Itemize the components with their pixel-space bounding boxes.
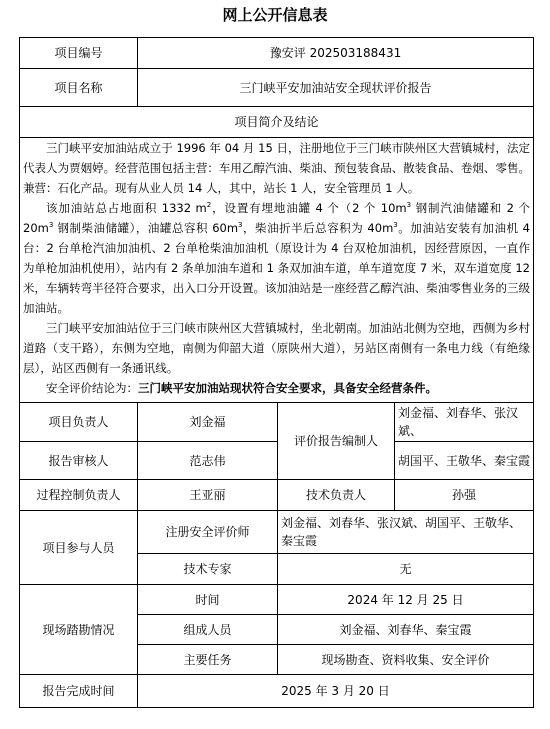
value-registered-assessors: 刘金福、刘春华、张汉斌、胡国平、王敬华、秦宝霞 [278, 511, 534, 554]
summary-paragraph-1: 三门峡平安加油站成立于 1996 年 04 月 15 日，注册地位于三门峡市陕州区大营镇城村，法定代表人为贾姻婷。经营范围包括主营：车用乙醇汽油、柴油、预包装食品、散装食品、卷烟、零售。兼营：石化产品。现有从业人员 14 人，其中，站长 1 人，安全管理员 1 人。 [23, 141, 530, 195]
conclusion-text: 三门峡平安加油站现状符合安全要求，具备安全经营条件。 [138, 381, 437, 395]
value-reviewer: 范志伟 [138, 442, 278, 480]
row-summary-header [20, 107, 534, 138]
label-compilers: 评价报告编制人 [278, 403, 395, 480]
label-reviewer: 报告审核人 [20, 442, 138, 480]
value-tech-lead: 孙强 [395, 480, 534, 511]
summary-conclusion: 安全评价结论为：三门峡平安加油站现状符合安全要求，具备安全经营条件。 [46, 381, 437, 395]
info-table [19, 37, 534, 708]
label-survey-time: 时间 [138, 585, 278, 615]
value-leader: 刘金福 [138, 403, 278, 442]
value-compilers-line1: 刘金福、刘春华、张汉斌、 [395, 403, 534, 442]
row-project-number [20, 38, 534, 69]
summary-text [20, 138, 534, 403]
label-technical-expert: 技术专家 [138, 554, 278, 585]
summary-header: 项目简介及结论 [20, 107, 534, 138]
value-project-number: 豫安评 202503188431 [138, 38, 534, 69]
value-survey-time: 2024 年 12 月 25 日 [278, 585, 534, 615]
value-project-name: 三门峡平安加油站安全现状评价报告 [138, 69, 534, 107]
summary-paragraph-2: 该加油站总占地面积 1332 $m^2$，设置有埋地油罐 4 个（2 个 $10m^3$ 钢制汽油储罐和 2 个 $20m^3$ 钢制柴油储罐），油罐总容积 $60m^3$，柴油折半后总容积为 $40m^3$。加油站安装有加油机 4 台：2 台单枪汽油加油机、2 台单枪柴油加油机（原设计为 4 台双枪加油机，因经营原因，一直作为单枪加油机使用），站内有 2 条单加油车道和 1 条双加油车道，单车道宽度 7 米，双车道宽度 12 米，车辆转弯半径符合要求，出入口分开设置。该加油站是一座经营乙醇汽油、柴油零售业务的三级加油站。 [23, 201, 530, 315]
label-project-number: 项目编号 [20, 38, 138, 69]
value-survey-tasks: 现场勘查、资料收集、安全评价 [278, 645, 534, 675]
row-reviewer [20, 442, 534, 480]
row-completion [20, 675, 534, 708]
value-technical-expert: 无 [278, 554, 534, 585]
page-title: 网上公开信息表 [222, 6, 328, 24]
row-leader [20, 403, 534, 442]
label-survey-members: 组成人员 [138, 615, 278, 645]
row-survey-time [20, 585, 534, 615]
label-participants: 项目参与人员 [20, 511, 138, 585]
value-process-control: 王亚丽 [138, 480, 278, 511]
label-site-survey: 现场踏勘情况 [20, 585, 138, 675]
label-project-name: 项目名称 [20, 69, 138, 107]
row-participants-registered [20, 511, 534, 554]
label-tech-lead: 技术负责人 [278, 480, 395, 511]
label-survey-tasks: 主要任务 [138, 645, 278, 675]
row-summary [20, 138, 534, 403]
label-registered-assessors: 注册安全评价师 [138, 511, 278, 554]
value-completion: 2025 年 3 月 20 日 [138, 675, 534, 708]
value-compilers-line2: 胡国平、王敬华、秦宝霞 [395, 442, 534, 480]
summary-paragraph-3: 三门峡平安加油站位于三门峡市陕州区大营镇城村，坐北朝南。加油站北侧为空地，西侧为乡村道路（支干路），东侧为空地，南侧为仰韶大道（原陕州大道），另站区南侧有一条电力线（有绝缘层），站区西侧有一条通讯线。 [23, 321, 530, 375]
row-project-name [20, 69, 534, 107]
row-process-control [20, 480, 534, 511]
label-leader: 项目负责人 [20, 403, 138, 442]
label-completion: 报告完成时间 [20, 675, 138, 708]
label-process-control: 过程控制负责人 [20, 480, 138, 511]
value-survey-members: 刘金福、刘春华、秦宝霞 [278, 615, 534, 645]
